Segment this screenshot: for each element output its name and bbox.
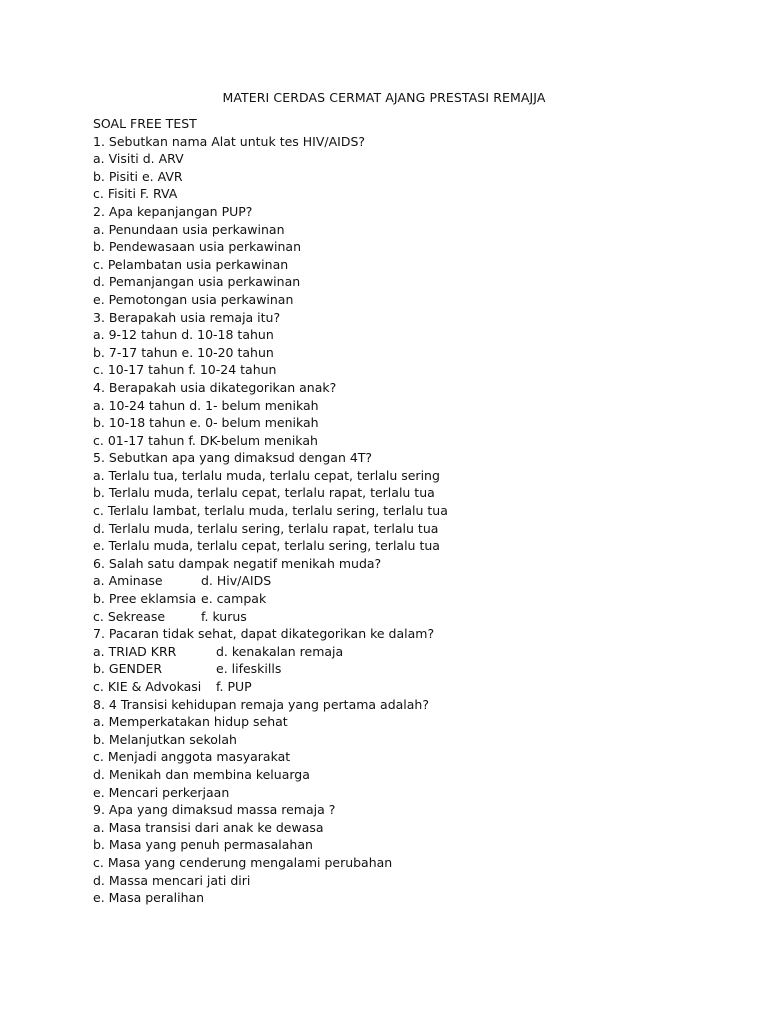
option-row: [93, 678, 733, 696]
option-row: [93, 608, 733, 626]
option-line: b. 7-17 tahun e. 10-20 tahun: [93, 344, 274, 360]
option-e: e. campak: [201, 591, 267, 607]
option-line: b. Terlalu muda, terlalu cepat, terlalu rapat, terlalu tua: [93, 485, 435, 501]
document-title: MATERI CERDAS CERMAT AJANG PRESTASI REMAJJA: [222, 90, 546, 105]
option-line: b. Pisiti e. AVR: [93, 168, 183, 184]
option-a: a. TRIAD KRR: [93, 643, 177, 659]
option-c: c. Sekrease: [93, 608, 166, 624]
option-line: e. Terlalu muda, terlalu cepat, terlalu sering, terlalu tua: [93, 538, 440, 554]
option-line: d. Massa mencari jati diri: [93, 872, 251, 888]
option-line: c. 01-17 tahun f. DK-belum menikah: [93, 432, 318, 448]
question-3: 3. Berapakah usia remaja itu?: [93, 309, 281, 325]
question-2: 2. Apa kepanjangan PUP?: [93, 203, 253, 219]
question-7: 7. Pacaran tidak sehat, dapat dikategorikan ke dalam?: [93, 626, 435, 642]
option-line: c. Pelambatan usia perkawinan: [93, 256, 289, 272]
option-line: c. Masa yang cenderung mengalami perubahan: [93, 854, 393, 870]
option-b: b. GENDER: [93, 661, 163, 677]
question-6: 6. Salah satu dampak negatif menikah muda?: [93, 555, 382, 571]
option-b: b. Pree eklamsia: [93, 591, 197, 607]
option-line: a. Memperkatakan hidup sehat: [93, 714, 288, 730]
option-line: c. Terlalu lambat, terlalu muda, terlalu sering, terlalu tua: [93, 503, 448, 519]
option-line: e. Pemotongan usia perkawinan: [93, 291, 294, 307]
option-line: b. Masa yang penuh permasalahan: [93, 837, 313, 853]
option-line: d. Terlalu muda, terlalu sering, terlalu rapat, terlalu tua: [93, 520, 439, 536]
option-line: a. Masa transisi dari anak ke dewasa: [93, 819, 324, 835]
question-4: 4. Berapakah usia dikategorikan anak?: [93, 379, 337, 395]
option-line: a. Penundaan usia perkawinan: [93, 221, 285, 237]
option-line: a. 10-24 tahun d. 1- belum menikah: [93, 397, 319, 413]
option-row: [93, 590, 733, 608]
question-5: 5. Sebutkan apa yang dimaksud dengan 4T?: [93, 450, 373, 466]
option-line: a. Visiti d. ARV: [93, 151, 184, 167]
question-8: 8. 4 Transisi kehidupan remaja yang pertama adalah?: [93, 696, 429, 712]
option-line: a. Terlalu tua, terlalu muda, terlalu cepat, terlalu sering: [93, 467, 440, 483]
option-a: a. Aminase: [93, 573, 163, 589]
option-line: e. Masa peralihan: [93, 890, 205, 906]
option-line: b. Pendewasaan usia perkawinan: [93, 239, 302, 255]
option-f: f. kurus: [201, 608, 247, 624]
question-9: 9. Apa yang dimaksud massa remaja ?: [93, 802, 336, 818]
question-1: 1. Sebutkan nama Alat untuk tes HIV/AIDS?: [93, 133, 366, 149]
option-row: [93, 572, 733, 590]
option-line: c. 10-17 tahun f. 10-24 tahun: [93, 362, 277, 378]
option-row: [93, 660, 733, 678]
option-line: c. Fisiti F. RVA: [93, 186, 178, 202]
option-d: d. kenakalan remaja: [216, 643, 344, 659]
option-line: c. Menjadi anggota masyarakat: [93, 749, 291, 765]
section-heading: SOAL FREE TEST: [93, 116, 197, 131]
document-body: [93, 115, 733, 907]
option-e: e. lifeskills: [216, 661, 282, 677]
option-line: e. Mencari perkerjaan: [93, 784, 230, 800]
option-d: d. Hiv/AIDS: [201, 573, 272, 589]
option-line: b. Melanjutkan sekolah: [93, 731, 237, 747]
option-line: d. Menikah dan membina keluarga: [93, 766, 310, 782]
option-line: b. 10-18 tahun e. 0- belum menikah: [93, 415, 319, 431]
option-line: a. 9-12 tahun d. 10-18 tahun: [93, 327, 274, 343]
option-c: c. KIE & Advokasi: [93, 679, 202, 694]
option-f: f. PUP: [216, 679, 252, 694]
option-line: d. Pemanjangan usia perkawinan: [93, 274, 301, 290]
option-row: [93, 643, 733, 661]
